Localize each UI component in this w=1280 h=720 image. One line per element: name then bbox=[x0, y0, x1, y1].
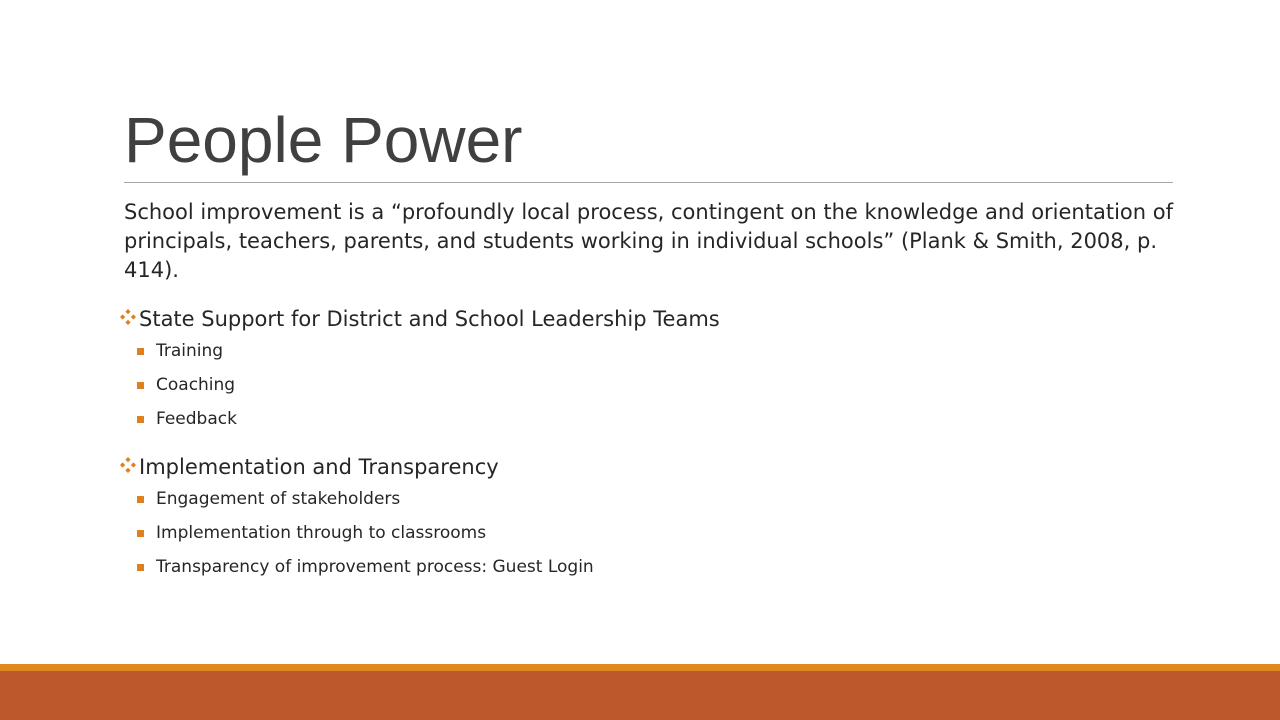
square-bullet-icon bbox=[137, 496, 144, 503]
square-bullet-icon bbox=[137, 416, 144, 423]
list-item-label: Implementation through to classrooms bbox=[156, 523, 487, 543]
section-heading bbox=[118, 452, 499, 482]
intro-quote: School improvement is a “profoundly local process, contingent on the knowledge and orientation of principals, teachers, parents, and students working in individual schools” (Plank & Smith, 2008, p. 414). bbox=[124, 200, 1173, 282]
list-item bbox=[137, 520, 486, 546]
title-divider bbox=[124, 182, 1173, 183]
list-item bbox=[137, 338, 223, 364]
footer-band bbox=[0, 671, 1280, 720]
square-bullet-icon bbox=[137, 530, 144, 537]
diamond-bullet-icon bbox=[118, 307, 138, 327]
list-item bbox=[137, 486, 400, 512]
footer-accent-stripe bbox=[0, 664, 1280, 671]
list-item bbox=[137, 372, 235, 398]
list-item-label: Feedback bbox=[156, 409, 237, 429]
list-item-label: Engagement of stakeholders bbox=[156, 489, 401, 509]
list-item bbox=[137, 554, 594, 580]
slide-title: People Power bbox=[124, 104, 523, 176]
list-item-label: Transparency of improvement process: Guest Login bbox=[156, 557, 594, 577]
section-heading-label: Implementation and Transparency bbox=[139, 455, 499, 479]
list-item bbox=[137, 406, 237, 432]
list-item-label: Coaching bbox=[156, 375, 236, 395]
diamond-bullet-icon bbox=[118, 455, 138, 475]
square-bullet-icon bbox=[137, 564, 144, 571]
section-heading-label: State Support for District and School Leadership Teams bbox=[139, 307, 720, 331]
square-bullet-icon bbox=[137, 348, 144, 355]
square-bullet-icon bbox=[137, 382, 144, 389]
section-heading bbox=[118, 304, 720, 334]
list-item-label: Training bbox=[156, 341, 224, 361]
